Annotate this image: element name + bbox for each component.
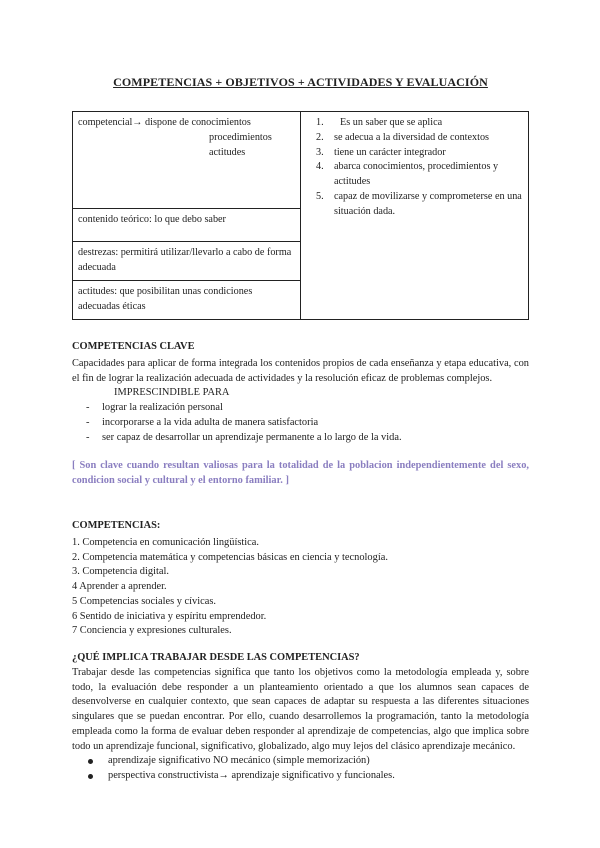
implica-bullets bbox=[72, 754, 529, 784]
dash-marker: - bbox=[86, 416, 90, 428]
competencia-sub-procedimientos: procedimientos bbox=[209, 131, 272, 143]
characteristic-item bbox=[316, 131, 523, 146]
characteristic-text: abarca conocimientos, procedimientos y actitudes bbox=[334, 161, 499, 188]
competencia-cell bbox=[73, 112, 301, 209]
clave-section bbox=[72, 340, 529, 489]
characteristic-text: se adecua a la diversidad de contextos bbox=[334, 131, 490, 143]
competencia-item: 2. Competencia matemática y competencias básicas en ciencia y tecnología. bbox=[72, 551, 388, 563]
bullet-dot-icon bbox=[88, 774, 93, 779]
characteristic-number: 5. bbox=[316, 190, 324, 202]
bullet-dot-icon bbox=[88, 759, 93, 764]
characteristic-text: Es un saber que se aplica bbox=[340, 117, 443, 128]
competencias-section bbox=[72, 519, 529, 639]
competencias-heading: COMPETENCIAS: bbox=[72, 520, 161, 531]
competencia-sub-actitudes: actitudes bbox=[209, 146, 246, 158]
contenido-cell: contenido teórico: lo que debo saber bbox=[73, 209, 301, 242]
characteristics-cell bbox=[301, 112, 529, 320]
imprescindible-text: ser capaz de desarrollar un aprendizaje permanente a lo largo de la vida. bbox=[102, 431, 402, 443]
competencia-line: competencial→ dispone de conocimientos bbox=[78, 117, 251, 128]
competencia-item: 1. Competencia en comunicación lingüística. bbox=[72, 536, 259, 548]
imprescindible-item bbox=[72, 401, 529, 416]
imprescindible-text: lograr la realización personal bbox=[102, 402, 223, 414]
actitudes-cell: actitudes: que posibilitan unas condiciones adecuadas éticas bbox=[73, 281, 301, 320]
characteristic-number: 3. bbox=[316, 146, 324, 158]
dash-marker: - bbox=[86, 431, 90, 443]
characteristic-item bbox=[316, 116, 523, 131]
implica-paragraph: Trabajar desde las competencias significa que tanto los objetivos como la metodología empleada y, sobre todo, la evaluación debe responder a un planteamiento orientado a que los alumnos sean capaces de desenvolverse en cualquier contexto, que sean capaces de adaptar su respuesta a las diferentes situaciones singulares que se puedan encontrar. Por ello, cuando desarrollemos la programación, tanto la metodología empleada como la forma de evaluar deben responder al aprendizaje de competencias, algo que implica sobre todo un aprendizaje funcional, significativo, globalizado, algo muy lejos del clásico aprendizaje mecánico. bbox=[72, 666, 529, 752]
implica-bullet-item bbox=[72, 754, 529, 769]
characteristic-number: 2. bbox=[316, 131, 324, 143]
imprescindible-label: IMPRESCINDIBLE PARA bbox=[114, 387, 230, 399]
characteristic-item bbox=[316, 160, 523, 190]
competence-table bbox=[72, 111, 529, 320]
implica-bullet-text: perspectiva constructivista→ aprendizaje significativo y funcionales. bbox=[108, 770, 395, 782]
clave-highlight: [ Son clave cuando resultan valiosas para la totalidad de la poblacion independientemente del sexo, condicion social y cultural y el entorno familiar. ] bbox=[72, 460, 529, 487]
competencias-list bbox=[72, 536, 529, 639]
destrezas-cell: destrezas: permitirá utilizar/llevarlo a cabo de forma adecuada bbox=[73, 242, 301, 281]
imprescindible-item bbox=[72, 431, 529, 446]
imprescindible-list bbox=[72, 401, 529, 445]
competencia-item: 3. Competencia digital. bbox=[72, 566, 169, 578]
dash-marker: - bbox=[86, 402, 90, 414]
clave-heading: COMPETENCIAS CLAVE bbox=[72, 341, 195, 352]
imprescindible-item bbox=[72, 416, 529, 431]
imprescindible-text: incorporarse a la vida adulta de manera satisfactoria bbox=[102, 416, 319, 428]
characteristic-number: 4. bbox=[316, 161, 324, 173]
implica-bullet-item bbox=[72, 769, 529, 784]
competencia-item: 5 Competencias sociales y cívicas. bbox=[72, 595, 216, 607]
page-title: COMPETENCIAS + OBJETIVOS + ACTIVIDADES Y EVALUACIÓN bbox=[113, 75, 488, 89]
characteristics-list bbox=[306, 116, 523, 219]
clave-paragraph: Capacidades para aplicar de forma integrada los contenidos propios de cada enseñanza y etapa educativa, con el fin de lograr la realización adecuada de actividades y la resolución eficaz de problemas complejos. bbox=[72, 357, 529, 384]
implica-section bbox=[72, 651, 529, 784]
implica-heading: ¿QUÉ IMPLICA TRABAJAR DESDE LAS COMPETENCIAS? bbox=[72, 652, 360, 663]
competencia-item: 4 Aprender a aprender. bbox=[72, 581, 167, 593]
competencia-item: 7 Conciencia y expresiones culturales. bbox=[72, 625, 232, 637]
characteristic-text: tiene un carácter integrador bbox=[334, 146, 446, 158]
characteristic-item bbox=[316, 190, 523, 220]
characteristic-item bbox=[316, 146, 523, 161]
competencia-item: 6 Sentido de iniciativa y espíritu emprendedor. bbox=[72, 610, 267, 622]
characteristic-text: capaz de movilizarse y comprometerse en una situación dada. bbox=[334, 190, 522, 217]
characteristic-number: 1. bbox=[316, 117, 324, 128]
implica-bullet-text: aprendizaje significativo NO mecánico (simple memorización) bbox=[108, 755, 370, 767]
